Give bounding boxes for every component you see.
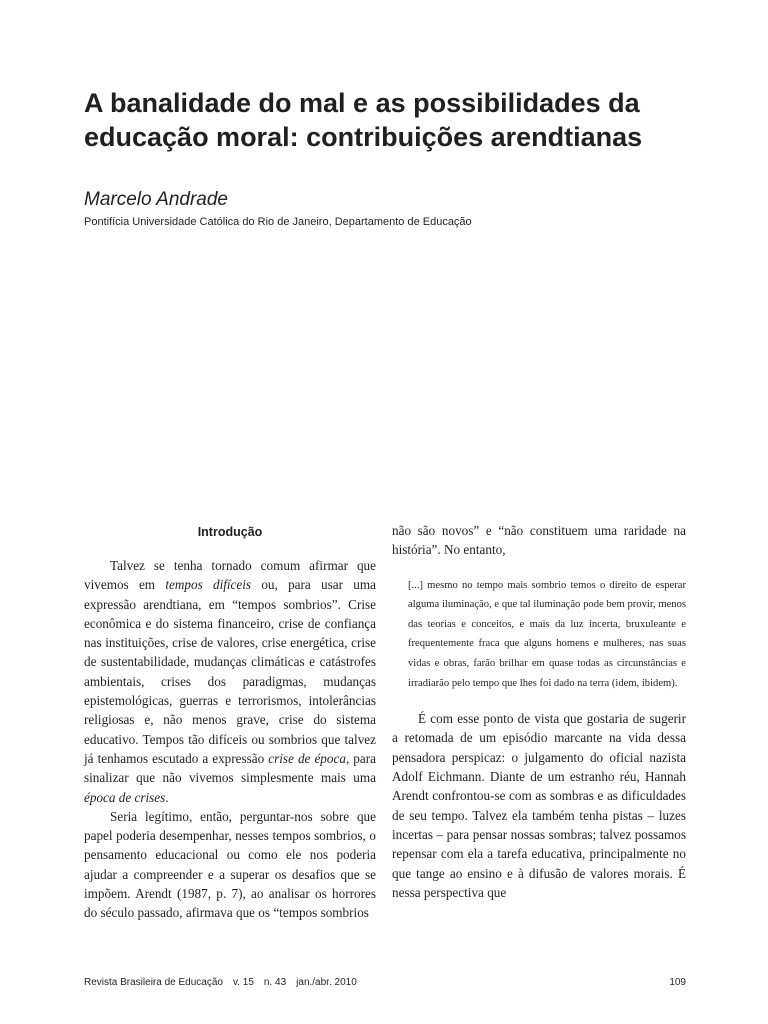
emphasis-text: crise de época <box>268 750 346 766</box>
emphasis-text: tempos difíceis <box>165 577 252 593</box>
paragraph-text: Talvez se tenha tornado comum afirmar que vivemos em <box>84 558 376 593</box>
paragraph-text: , para sinalizar que não vivemos simplesmente mais uma <box>84 750 376 786</box>
block-quote: [...] mesmo no tempo mais sombrio temos o direito de esperar alguma iluminação, e que tal iluminação pode bem provir, menos das teorias e conceitos, e mais da luz incerta, bruxuleante e frequentemente fraca que alguns homens e mulheres, nas suas vidas e obras, farão brilhar em quase todas as circunstâncias e irradiarão pelo tempo que lhes foi dado na terra (idem, ibidem). <box>408 579 686 689</box>
paragraph-text: . <box>165 789 169 805</box>
journal-date: jan./abr. 2010 <box>296 977 357 988</box>
paragraph-third: É com esse ponto de vista que gostaria de sugerir a retomada de um episódio marcante na vida dessa pensadora perspicaz: o julgamento do oficial nazista Adolf Eichmann. Diante de um estranho réu, Hannah Arendt confrontou-se com as sombras e as dificuldades de seu tempo. Talvez ela também tenha pistas – luzes incertas – para pensar nossas sombras; talvez possamos repensar com ela a tarefa educativa, principalmente no que tange ao ensino e à difusão de valores morais. É nessa perspectiva que <box>392 711 686 900</box>
right-column <box>392 521 686 902</box>
journal-name: Revista Brasileira de Educação <box>84 977 223 988</box>
paragraph-continued: não são novos” e “não constituem uma raridade na história”. No entanto, <box>392 523 686 558</box>
footer-journal-info <box>84 977 357 988</box>
paragraph-text: ou, para usar uma expressão arendtiana, em “tempos sombrios”. Crise econômica e do sistema financeiro, crise de confiança nas instituições, crise de valores, crise energética, crise de sustentabilidade, mudanças climáticas e catástrofes ambientais, crises dos paradigmas, mudanças epistemológicas, guerras e terrorismos, intolerâncias religiosas e, não menos grave, crise do sistema educativo. Tempos tão difíceis ou sombrios que talvez já tenhamos escutado a expressão <box>84 577 376 766</box>
left-column <box>84 521 376 923</box>
paragraph-intro <box>84 556 376 807</box>
author-affiliation: Pontifícia Universidade Católica do Rio de Janeiro, Departamento de Educação <box>84 216 472 228</box>
section-heading: Introdução <box>197 525 263 539</box>
page-number: 109 <box>669 977 686 988</box>
emphasis-text: época de crises <box>84 789 166 805</box>
journal-number: n. 43 <box>263 977 287 988</box>
article-title: A banalidade do mal e as possibilidades da educação moral: contribuições arendtianas <box>84 88 643 152</box>
journal-volume: v. 15 <box>232 977 254 988</box>
author-name: Marcelo Andrade <box>84 189 228 210</box>
paragraph-second: Seria legítimo, então, perguntar-nos sobre que papel poderia desempenhar, nesses tempos sombrios, o pensamento educacional ou como ele nos poderia ajudar a compreender e a superar os desafios que se impõem. Arendt (1987, p. 7), ao analisar os horrores do século passado, afirmava que os “tempos sombrios <box>84 808 376 921</box>
